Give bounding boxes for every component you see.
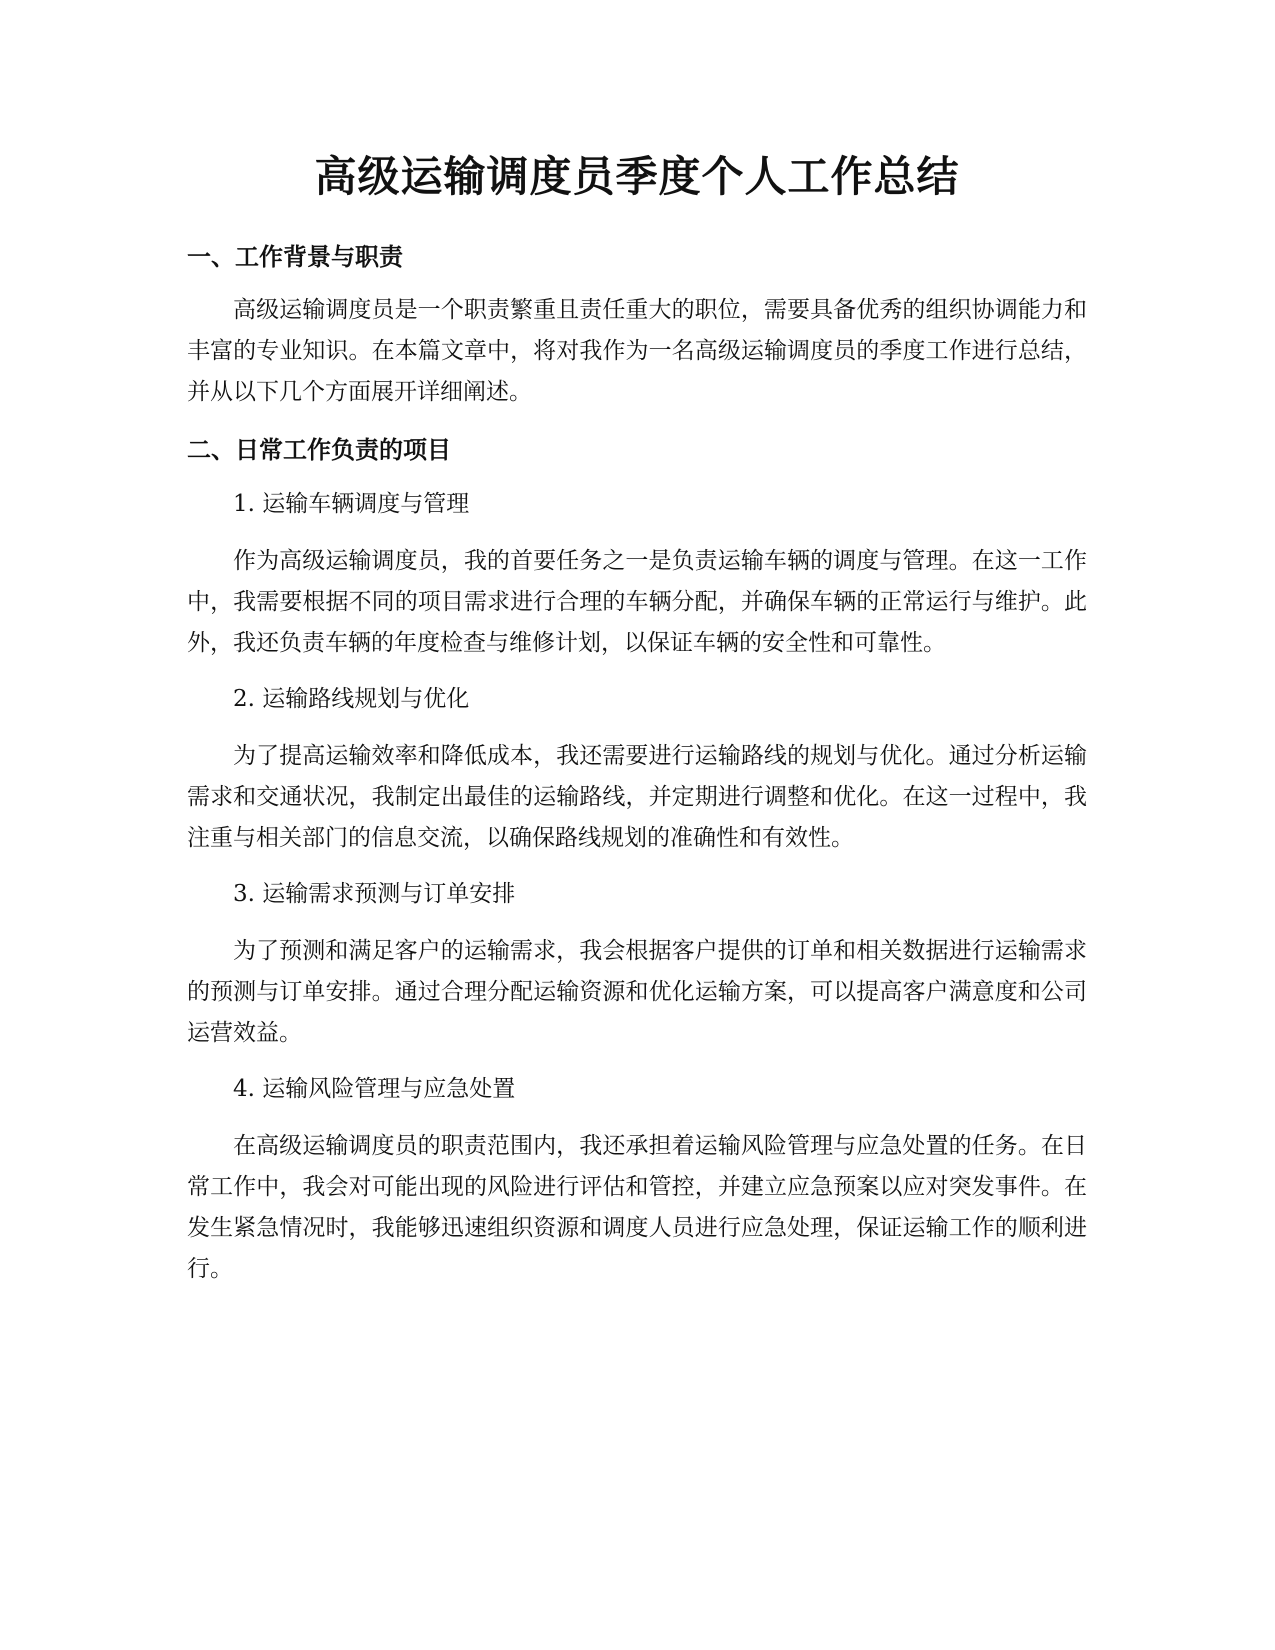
paragraph-background: 高级运输调度员是一个职责繁重且责任重大的职位，需要具备优秀的组织协调能力和丰富的专业知识。在本篇文章中，将对我作为一名高级运输调度员的季度工作进行总结，并从以下几个方面展开详细阐述。 [187, 297, 1087, 405]
subheading-demand-forecast: 3. 运输需求预测与订单安排 [233, 881, 516, 907]
section-heading-daily-work: 二、日常工作负责的项目 [187, 436, 451, 464]
subheading-route-planning: 2. 运输路线规划与优化 [233, 686, 470, 712]
subheading-vehicle-dispatch: 1. 运输车辆调度与管理 [233, 491, 470, 517]
subheading-risk-management: 4. 运输风险管理与应急处置 [233, 1076, 516, 1102]
paragraph-risk-management: 在高级运输调度员的职责范围内，我还承担着运输风险管理与应急处置的任务。在日常工作中，我会对可能出现的风险进行评估和管控，并建立应急预案以应对突发事件。在发生紧急情况时，我能够迅速组织资源和调度人员进行应急处理，保证运输工作的顺利进行。 [187, 1133, 1087, 1282]
document-title: 高级运输调度员季度个人工作总结 [314, 152, 960, 201]
paragraph-demand-forecast: 为了预测和满足客户的运输需求，我会根据客户提供的订单和相关数据进行运输需求的预测与订单安排。通过合理分配运输资源和优化运输方案，可以提高客户满意度和公司运营效益。 [187, 938, 1087, 1046]
section-heading-background: 一、工作背景与职责 [187, 243, 403, 271]
document-page [187, 148, 1087, 1290]
paragraph-route-planning: 为了提高运输效率和降低成本，我还需要进行运输路线的规划与优化。通过分析运输需求和交通状况，我制定出最佳的运输路线，并定期进行调整和优化。在这一过程中，我注重与相关部门的信息交流，以确保路线规划的准确性和有效性。 [187, 743, 1087, 851]
paragraph-vehicle-dispatch: 作为高级运输调度员，我的首要任务之一是负责运输车辆的调度与管理。在这一工作中，我需要根据不同的项目需求进行合理的车辆分配，并确保车辆的正常运行与维护。此外，我还负责车辆的年度检查与维修计划，以保证车辆的安全性和可靠性。 [187, 548, 1087, 656]
